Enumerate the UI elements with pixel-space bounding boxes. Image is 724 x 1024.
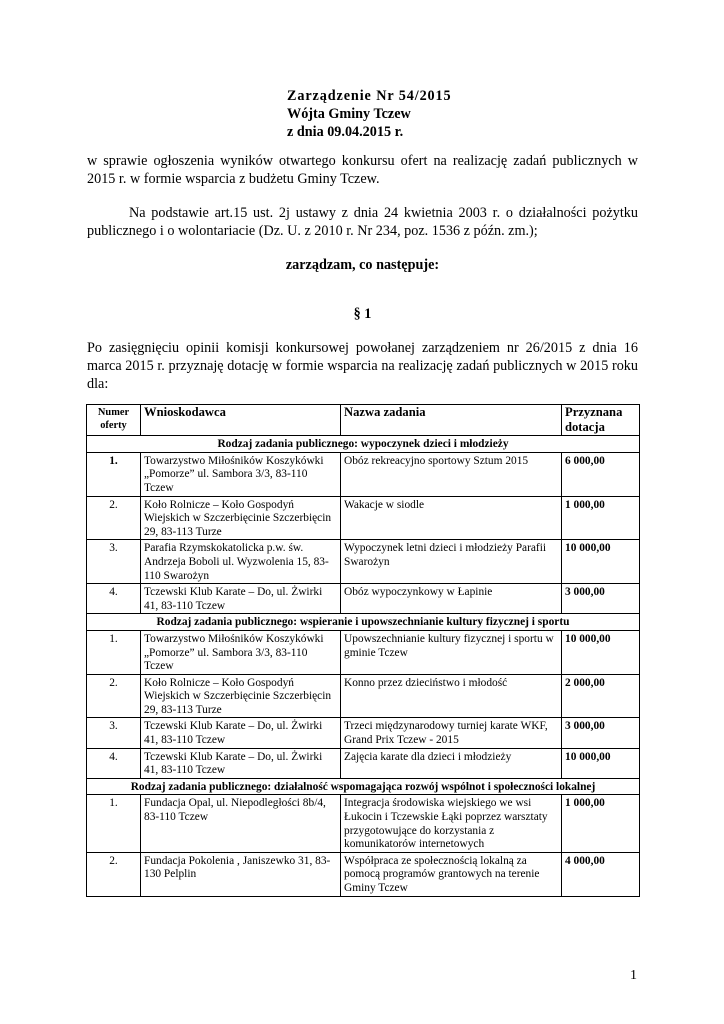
row-task: Upowszechnianie kultury fizycznej i sportu w gminie Tczew <box>341 630 562 674</box>
header-grant: Przyznana dotacja <box>562 405 640 436</box>
row-number: 1. <box>87 795 141 852</box>
row-task: Integracja środowiska wiejskiego we wsi Łukocin i Tczewskie Łąki poprzez warsztaty przygotowujące do korzystania z komunikatorów internetowych <box>341 795 562 852</box>
row-grant: 3 000,00 <box>562 584 640 614</box>
row-grant: 6 000,00 <box>562 452 640 496</box>
row-task: Zajęcia karate dla dzieci i młodzieży <box>341 748 562 778</box>
legal-basis-paragraph: Na podstawie art.15 ust. 2j ustawy z dnia 24 kwietnia 2003 r. o działalności pożytku publicznego i o wolontariacie (Dz. U. z 2010 r. Nr 234, poz. 1536 z późn. zm.); <box>87 205 638 239</box>
title-line-1: Zarządzenie Nr 54/2015 <box>287 88 452 104</box>
decree-statement: zarządzam, co następuje: <box>285 257 440 273</box>
table-row <box>87 795 640 852</box>
row-number: 4. <box>87 748 141 778</box>
intro-paragraph: Po zasięgnięciu opinii komisji konkursowej powołanej zarządzeniem nr 26/2015 z dnia 16 marca 2015 r. przyznaję dotację w formie wsparcia na realizację zadań publicznych w 2015 roku dla: <box>87 340 638 392</box>
table-row <box>87 718 640 748</box>
page-number: 1 <box>630 968 637 983</box>
section-title: Rodzaj zadania publicznego: działalność wspomagająca rozwój wspólnot i społeczności lokalnej <box>87 778 640 795</box>
table-row <box>87 496 640 540</box>
row-number: 2. <box>87 674 141 718</box>
header-number: Numer oferty <box>87 405 141 436</box>
table-row <box>87 540 640 584</box>
row-task: Wakacje w siodle <box>341 496 562 540</box>
title-line-3: z dnia 09.04.2015 r. <box>287 124 404 140</box>
row-number: 1. <box>87 452 141 496</box>
subject-paragraph: w sprawie ogłoszenia wyników otwartego konkursu ofert na realizację zadań publicznych w 2015 r. w formie wsparcia z budżetu Gminy Tczew. <box>87 153 638 187</box>
document-title <box>287 87 452 141</box>
row-applicant: Koło Rolnicze – Koło Gospodyń Wiejskich w Szczerbięcinie Szczerbięcin 29, 83-113 Turze <box>141 496 341 540</box>
row-grant: 10 000,00 <box>562 748 640 778</box>
paragraph-sign: § 1 <box>353 306 372 322</box>
row-applicant: Towarzystwo Miłośników Koszykówki „Pomorze” ul. Sambora 3/3, 83-110 Tczew <box>141 630 341 674</box>
row-grant: 10 000,00 <box>562 630 640 674</box>
row-applicant: Parafia Rzymskokatolicka p.w. św. Andrzeja Boboli ul. Wyzwolenia 15, 83-110 Swarożyn <box>141 540 341 584</box>
table-row <box>87 630 640 674</box>
row-grant: 2 000,00 <box>562 674 640 718</box>
section-row <box>87 436 640 453</box>
row-grant: 10 000,00 <box>562 540 640 584</box>
row-number: 4. <box>87 584 141 614</box>
section-title: Rodzaj zadania publicznego: wypoczynek dzieci i młodzieży <box>87 436 640 453</box>
row-grant: 4 000,00 <box>562 852 640 896</box>
row-number: 1. <box>87 630 141 674</box>
table-row <box>87 852 640 896</box>
row-grant: 1 000,00 <box>562 496 640 540</box>
row-task: Obóz rekreacyjno sportowy Sztum 2015 <box>341 452 562 496</box>
row-grant: 3 000,00 <box>562 718 640 748</box>
row-task: Współpraca ze społecznością lokalną za pomocą programów grantowych na terenie Gminy Tczew <box>341 852 562 896</box>
row-applicant: Fundacja Pokolenia , Janiszewko 31, 83-130 Pelplin <box>141 852 341 896</box>
header-task: Nazwa zadania <box>341 405 562 436</box>
row-applicant: Tczewski Klub Karate – Do, ul. Żwirki 41, 83-110 Tczew <box>141 718 341 748</box>
row-applicant: Fundacja Opal, ul. Niepodległości 8b/4, 83-110 Tczew <box>141 795 341 852</box>
section-row <box>87 778 640 795</box>
section-row <box>87 614 640 631</box>
row-applicant: Towarzystwo Miłośników Koszykówki „Pomorze” ul. Sambora 3/3, 83-110 Tczew <box>141 452 341 496</box>
table-row <box>87 452 640 496</box>
row-task: Konno przez dzieciństwo i młodość <box>341 674 562 718</box>
section-title: Rodzaj zadania publicznego: wspieranie i upowszechnianie kultury fizycznej i sportu <box>87 614 640 631</box>
title-line-2: Wójta Gminy Tczew <box>287 106 411 122</box>
header-applicant: Wnioskodawca <box>141 405 341 436</box>
row-grant: 1 000,00 <box>562 795 640 852</box>
row-task: Obóz wypoczynkowy w Łapinie <box>341 584 562 614</box>
row-number: 3. <box>87 540 141 584</box>
grants-table <box>86 404 640 897</box>
row-number: 2. <box>87 496 141 540</box>
row-number: 3. <box>87 718 141 748</box>
row-number: 2. <box>87 852 141 896</box>
row-task: Trzeci międzynarodowy turniej karate WKF, Grand Prix Tczew - 2015 <box>341 718 562 748</box>
row-applicant: Tczewski Klub Karate – Do, ul. Żwirki 41, 83-110 Tczew <box>141 748 341 778</box>
table-row <box>87 748 640 778</box>
table-row <box>87 674 640 718</box>
table-row <box>87 584 640 614</box>
row-applicant: Tczewski Klub Karate – Do, ul. Żwirki 41, 83-110 Tczew <box>141 584 341 614</box>
row-applicant: Koło Rolnicze – Koło Gospodyń Wiejskich w Szczerbięcinie Szczerbięcin 29, 83-113 Turze <box>141 674 341 718</box>
row-task: Wypoczynek letni dzieci i młodzieży Parafii Swarożyn <box>341 540 562 584</box>
table-header-row <box>87 405 640 436</box>
